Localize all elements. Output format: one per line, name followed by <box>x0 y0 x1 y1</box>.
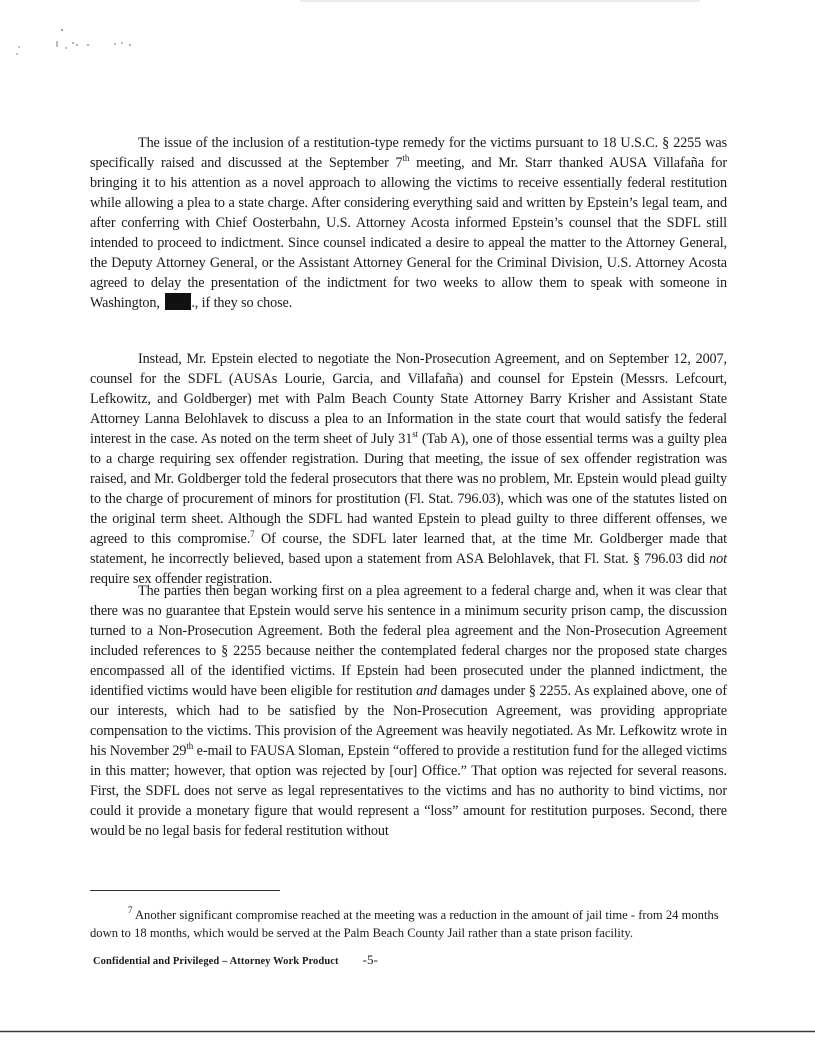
footnote-7 <box>90 906 730 942</box>
p2-text-d: require sex offender registration. <box>90 571 273 587</box>
p1-text-b: meeting, and Mr. Starr thanked AUSA Villafaña for bringing it to his attention as a novel approach to allowing the victims to receive essentially federal restitution while allowing a plea to a state charge. After considering everything said and written by Epstein’s legal team, and after conferring with Chief Oosterbahn, U.S. Attorney Acosta informed Epstein’s counsel that the SDFL still intended to proceed to indictment. Since counsel indicated a desire to appeal the matter to the Attorney General, the Deputy Attorney General, or the Assistant Attorney General for the Criminal Division, U.S. Attorney Acosta agreed to delay the presentation of the indictment for two weeks to allow them to speak with someone in Washington, <box>90 155 727 311</box>
scan-top-edge <box>0 0 815 2</box>
p3-text-a: The parties then began working first on a plea agreement to a federal charge and, when it was clear that there was no guarantee that Epstein would serve his sentence in a minimum security prison camp, the discussion turned to a Non-Prosecution Agreement. Both the federal plea agreement and the Non-Prosecution Agreement included references to § 2255 because neither the contemplated federal charges nor the proposed state charges encompassed all of the identified victims. If Epstein had been prosecuted under the planned indictment, the identified victims would have been eligible for restitution <box>90 583 727 699</box>
footnote-reference-7: 7 <box>250 529 255 539</box>
page-footer <box>93 951 378 969</box>
p2-emphasis-not: not <box>709 551 727 567</box>
p3-text-b: damages under § 2255. As explained above, one of our interests, which had to be satisfied by the Non-Prosecution Agreement, was providing appropriate compensation to the victims. This provision of the Agreement was heavily negotiated. As Mr. Lefkowitz wrote in his November 29 <box>90 683 727 759</box>
footnote-divider <box>90 890 280 891</box>
page-number: -5- <box>362 952 378 967</box>
confidentiality-label: Confidential and Privileged – Attorney Work Product <box>93 956 339 967</box>
footnote-marker: 7 <box>128 905 133 915</box>
scan-artifact-specks <box>10 28 140 58</box>
scan-bottom-edge <box>0 1030 815 1033</box>
p2-ordinal-suffix: st <box>412 429 419 439</box>
p3-emphasis-and: and <box>416 683 438 699</box>
paragraph-non-prosecution-negotiation <box>90 349 727 589</box>
redaction-block <box>165 293 191 310</box>
p1-ordinal-suffix: th <box>402 153 410 163</box>
p1-text-a: The issue of the inclusion of a restitution-type remedy for the victims pursuant to 18 U.S.C. § 2255 was specifically raised and discussed at the September 7 <box>90 135 727 171</box>
footnote-text: Another significant compromise reached at the meeting was a reduction in the amount of jail time - from 24 months down to 18 months, which would be served at the Palm Beach County Jail rather than a state prison facility. <box>90 908 719 940</box>
p2-text-a: Instead, Mr. Epstein elected to negotiate the Non-Prosecution Agreement, and on September 12, 2007, counsel for the SDFL (AUSAs Lourie, Garcia, and Villafaña) and counsel for Epstein (Messrs. Lefcourt, Lefkowitz, and Goldberger) met with Palm Beach County State Attorney Barry Krisher and Assistant State Attorney Lanna Belohlavek to discuss a plea to an Information in the state court that would satisfy the federal interest in the case. As noted on the term sheet of July 31 <box>90 351 727 447</box>
paragraph-restitution-remedy <box>90 133 727 313</box>
p2-text-c: Of course, the SDFL later learned that, at the time Mr. Goldberger made that statement, he incorrectly believed, based upon a statement from ASA Belohlavek, that Fl. Stat. § 796.03 did <box>90 531 727 567</box>
p3-ordinal-suffix: th <box>186 741 194 751</box>
p3-text-c: e-mail to FAUSA Sloman, Epstein “offered to provide a restitution fund for the alleged victims in this matter; however, that option was rejected by [our] Office.” That option was rejected for several reasons. First, the SDFL does not serve as legal representatives to the victims and has no authority to bind victims, nor could it provide a monetary figure that would represent a “loss” amount for restitution purposes. Second, there would be no legal basis for federal restitution without <box>90 743 727 839</box>
p2-text-b: (Tab A), one of those essential terms was a guilty plea to a charge requiring sex offender registration. During that meeting, the issue of sex offender registration was raised, and Mr. Goldberger told the federal prosecutors that there was no problem, Mr. Epstein would plead guilty to the charge of procurement of minors for prostitution (Fl. Stat. 796.03), which was one of the statutes listed on the original term sheet. Although the SDFL had wanted Epstein to plead guilty to three different offenses, we agreed to this compromise. <box>90 431 727 547</box>
paragraph-plea-agreement <box>90 581 727 841</box>
p1-text-c: ., if they so chose. <box>191 295 293 311</box>
